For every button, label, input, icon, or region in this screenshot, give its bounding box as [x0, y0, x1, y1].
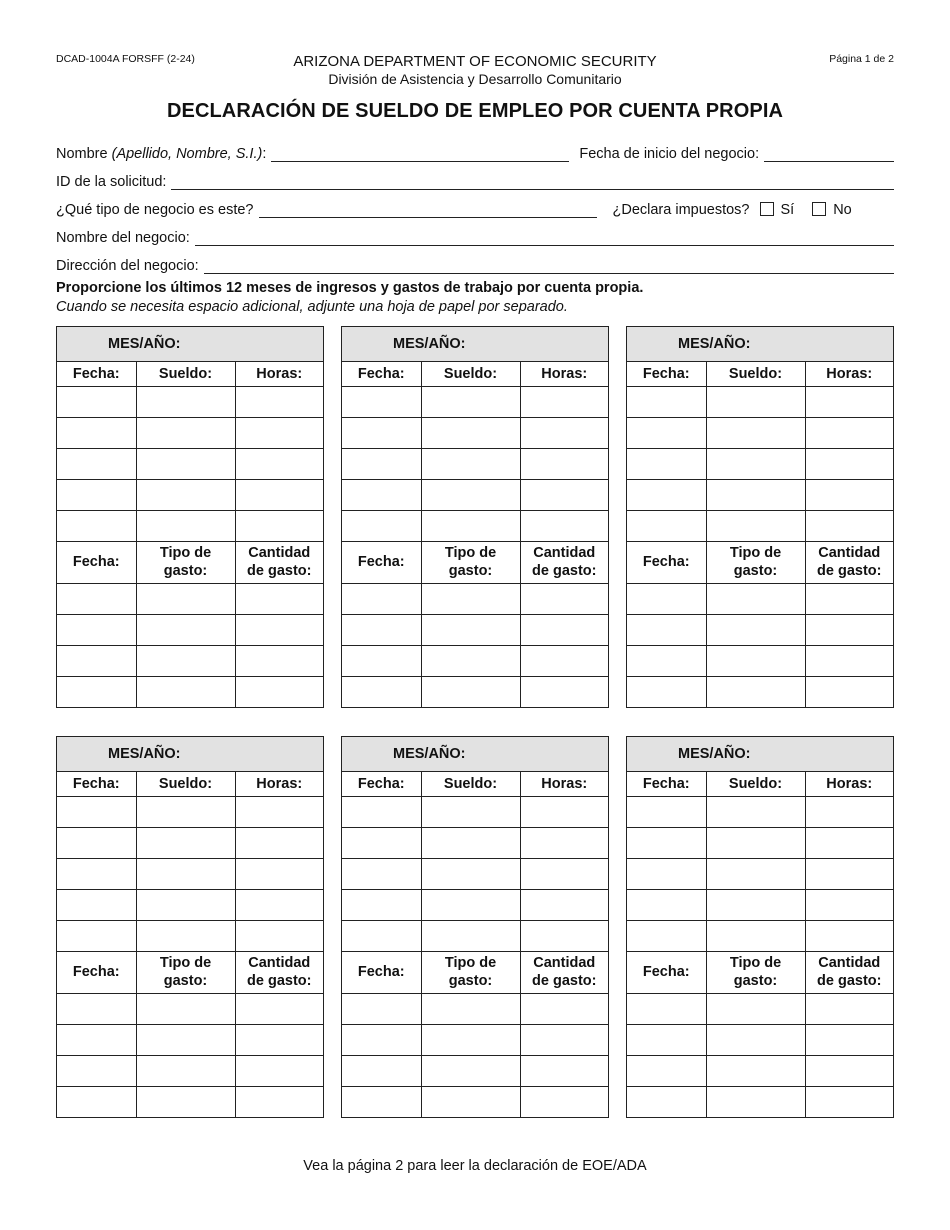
instructions-italic: Cuando se necesita espacio adicional, adjunte una hoja de papel por separado. [56, 299, 568, 315]
income-date-cell[interactable] [57, 479, 136, 510]
hours-header: Horas: [520, 771, 608, 796]
income-date-cell[interactable] [627, 417, 706, 448]
income-date-cell[interactable] [57, 858, 136, 889]
expense-date-header: Fecha: [627, 541, 706, 583]
income-wage-cell[interactable] [706, 920, 805, 951]
expense-type-cell[interactable] [706, 1086, 805, 1117]
name-label: Nombre (Apellido, Nombre, S.I.): [56, 146, 267, 162]
income-wage-cell[interactable] [421, 796, 520, 827]
expense-amount-cell[interactable] [520, 1024, 608, 1055]
expense-date-cell[interactable] [342, 1055, 421, 1086]
wage-header: Sueldo: [706, 771, 805, 796]
page-title: DECLARACIÓN DE SUELDO DE EMPLEO POR CUENTA PROPIA [166, 100, 784, 122]
expense-amount-header: Cantidad de gasto: [520, 541, 608, 583]
month-year-label: MES/AÑO: [627, 737, 893, 771]
income-date-cell[interactable] [342, 858, 421, 889]
expense-type-cell[interactable] [706, 583, 805, 614]
income-date-cell[interactable] [627, 479, 706, 510]
expense-type-cell[interactable] [136, 1055, 235, 1086]
agency-name: ARIZONA DEPARTMENT OF ECONOMIC SECURITY [293, 53, 657, 70]
expense-amount-header: Cantidad de gasto: [235, 951, 323, 993]
name-field[interactable] [271, 148, 569, 162]
expense-date-cell[interactable] [57, 1086, 136, 1117]
expense-type-cell[interactable] [136, 1024, 235, 1055]
expense-amount-cell[interactable] [235, 676, 323, 707]
business-name-row [56, 226, 894, 246]
expense-date-cell[interactable] [627, 645, 706, 676]
expense-date-cell[interactable] [57, 993, 136, 1024]
expense-amount-cell[interactable] [805, 1055, 893, 1086]
income-date-cell[interactable] [342, 479, 421, 510]
expense-type-header: Tipo de gasto: [421, 541, 520, 583]
expense-amount-cell[interactable] [805, 583, 893, 614]
income-date-cell[interactable] [57, 417, 136, 448]
expense-type-cell[interactable] [421, 645, 520, 676]
income-wage-cell[interactable] [421, 889, 520, 920]
expense-amount-cell[interactable] [235, 1086, 323, 1117]
expense-date-cell[interactable] [627, 1024, 706, 1055]
expense-type-cell[interactable] [706, 614, 805, 645]
income-date-cell[interactable] [342, 796, 421, 827]
income-wage-cell[interactable] [706, 417, 805, 448]
instructions-bold: Proporcione los últimos 12 meses de ingresos y gastos de trabajo por cuenta propia. [56, 280, 644, 296]
taxes-label: ¿Declara impuestos? [612, 202, 750, 218]
income-wage-cell[interactable] [421, 417, 520, 448]
expense-date-cell[interactable] [342, 645, 421, 676]
expense-type-cell[interactable] [136, 1086, 235, 1117]
expense-type-cell[interactable] [421, 583, 520, 614]
app-id-field[interactable] [171, 176, 894, 190]
income-wage-cell[interactable] [136, 858, 235, 889]
expense-amount-cell[interactable] [235, 1024, 323, 1055]
expense-type-cell[interactable] [706, 645, 805, 676]
form-code: DCAD-1004A FORSFF (2-24) [56, 53, 195, 65]
expense-date-cell[interactable] [57, 645, 136, 676]
income-hours-cell[interactable] [805, 796, 893, 827]
income-date-cell[interactable] [342, 920, 421, 951]
expense-type-cell[interactable] [706, 1024, 805, 1055]
wage-header: Sueldo: [136, 361, 235, 386]
income-date-cell[interactable] [627, 510, 706, 541]
income-date-cell[interactable] [57, 448, 136, 479]
income-date-cell[interactable] [342, 417, 421, 448]
expense-date-cell[interactable] [57, 676, 136, 707]
taxes-yes-checkbox[interactable] [760, 202, 774, 216]
business-type-field[interactable] [259, 204, 597, 218]
expense-date-header: Fecha: [57, 541, 136, 583]
hours-header: Horas: [805, 361, 893, 386]
income-wage-cell[interactable] [706, 510, 805, 541]
expense-type-cell[interactable] [421, 614, 520, 645]
month-block [341, 736, 609, 1118]
expense-amount-cell[interactable] [520, 1055, 608, 1086]
income-hours-cell[interactable] [520, 858, 608, 889]
app-id-label: ID de la solicitud: [56, 174, 167, 190]
income-hours-cell[interactable] [805, 920, 893, 951]
hours-header: Horas: [235, 771, 323, 796]
business-name-field[interactable] [195, 232, 894, 246]
income-hours-cell[interactable] [235, 827, 323, 858]
income-wage-cell[interactable] [421, 448, 520, 479]
income-date-cell[interactable] [57, 510, 136, 541]
income-date-cell[interactable] [627, 920, 706, 951]
expense-date-cell[interactable] [627, 1086, 706, 1117]
expense-date-cell[interactable] [627, 583, 706, 614]
expense-date-cell[interactable] [342, 614, 421, 645]
expense-date-header: Fecha: [342, 951, 421, 993]
page-number: Página 1 de 2 [829, 53, 894, 65]
expense-date-cell[interactable] [57, 614, 136, 645]
income-hours-cell[interactable] [235, 858, 323, 889]
hours-header: Horas: [520, 361, 608, 386]
income-date-cell[interactable] [57, 827, 136, 858]
income-date-cell[interactable] [627, 889, 706, 920]
month-block [626, 326, 894, 708]
income-date-cell[interactable] [627, 386, 706, 417]
month-year-label: MES/AÑO: [57, 737, 323, 771]
wage-header: Sueldo: [136, 771, 235, 796]
taxes-yes-label: Sí [780, 202, 795, 218]
expense-date-cell[interactable] [342, 676, 421, 707]
income-hours-cell[interactable] [805, 510, 893, 541]
expense-type-cell[interactable] [421, 676, 520, 707]
expense-amount-cell[interactable] [520, 583, 608, 614]
expense-date-cell[interactable] [627, 993, 706, 1024]
business-type-row [56, 198, 894, 218]
name-row [56, 142, 894, 162]
taxes-no-checkbox[interactable] [812, 202, 826, 216]
taxes-no-label: No [833, 202, 852, 218]
income-hours-cell[interactable] [805, 827, 893, 858]
expense-type-cell[interactable] [136, 676, 235, 707]
expense-type-cell[interactable] [136, 583, 235, 614]
expense-date-header: Fecha: [57, 951, 136, 993]
income-wage-cell[interactable] [421, 858, 520, 889]
income-date-cell[interactable] [57, 889, 136, 920]
income-hours-cell[interactable] [805, 889, 893, 920]
income-wage-cell[interactable] [136, 417, 235, 448]
income-hours-cell[interactable] [235, 889, 323, 920]
income-date-cell[interactable] [627, 796, 706, 827]
expense-amount-cell[interactable] [520, 993, 608, 1024]
expense-amount-cell[interactable] [520, 645, 608, 676]
wage-header: Sueldo: [421, 361, 520, 386]
wage-header: Sueldo: [706, 361, 805, 386]
hours-header: Horas: [805, 771, 893, 796]
income-wage-cell[interactable] [421, 920, 520, 951]
income-wage-cell[interactable] [706, 858, 805, 889]
date-header: Fecha: [627, 361, 706, 386]
expense-type-cell[interactable] [136, 645, 235, 676]
income-wage-cell[interactable] [421, 827, 520, 858]
expense-date-cell[interactable] [342, 1086, 421, 1117]
income-wage-cell[interactable] [136, 448, 235, 479]
income-hours-cell[interactable] [520, 448, 608, 479]
income-date-cell[interactable] [342, 827, 421, 858]
business-address-row [56, 254, 894, 274]
expense-amount-cell[interactable] [520, 614, 608, 645]
income-date-cell[interactable] [627, 827, 706, 858]
month-block [56, 326, 324, 708]
income-hours-cell[interactable] [805, 858, 893, 889]
expense-amount-cell[interactable] [235, 614, 323, 645]
month-year-label: MES/AÑO: [627, 327, 893, 361]
expense-type-header: Tipo de gasto: [136, 541, 235, 583]
income-wage-cell[interactable] [136, 920, 235, 951]
expense-date-cell[interactable] [342, 583, 421, 614]
month-block [626, 736, 894, 1118]
business-address-label: Dirección del negocio: [56, 258, 199, 274]
income-hours-cell[interactable] [520, 386, 608, 417]
expense-amount-cell[interactable] [805, 993, 893, 1024]
month-year-label: MES/AÑO: [57, 327, 323, 361]
income-wage-cell[interactable] [421, 510, 520, 541]
expense-type-cell[interactable] [421, 1055, 520, 1086]
expense-amount-cell[interactable] [805, 676, 893, 707]
expense-amount-header: Cantidad de gasto: [805, 951, 893, 993]
expense-date-cell[interactable] [342, 1024, 421, 1055]
income-date-cell[interactable] [57, 796, 136, 827]
income-hours-cell[interactable] [235, 920, 323, 951]
income-hours-cell[interactable] [520, 479, 608, 510]
expense-date-cell[interactable] [57, 1024, 136, 1055]
expense-amount-cell[interactable] [805, 614, 893, 645]
date-header: Fecha: [57, 361, 136, 386]
income-hours-cell[interactable] [520, 889, 608, 920]
expense-amount-header: Cantidad de gasto: [235, 541, 323, 583]
expense-date-header: Fecha: [342, 541, 421, 583]
expense-date-cell[interactable] [627, 614, 706, 645]
month-block [56, 736, 324, 1118]
business-name-label: Nombre del negocio: [56, 230, 190, 246]
expense-amount-cell[interactable] [520, 1086, 608, 1117]
income-date-cell[interactable] [57, 386, 136, 417]
expense-date-cell[interactable] [342, 993, 421, 1024]
expense-date-cell[interactable] [57, 583, 136, 614]
income-date-cell[interactable] [627, 448, 706, 479]
expense-amount-cell[interactable] [235, 993, 323, 1024]
expense-amount-header: Cantidad de gasto: [805, 541, 893, 583]
income-hours-cell[interactable] [235, 417, 323, 448]
income-date-cell[interactable] [342, 510, 421, 541]
income-hours-cell[interactable] [235, 479, 323, 510]
income-date-cell[interactable] [57, 920, 136, 951]
expense-type-header: Tipo de gasto: [706, 541, 805, 583]
start-date-label: Fecha de inicio del negocio: [579, 146, 760, 162]
business-address-field[interactable] [204, 260, 894, 274]
expense-type-cell[interactable] [421, 993, 520, 1024]
hours-header: Horas: [235, 361, 323, 386]
date-header: Fecha: [342, 771, 421, 796]
business-type-label: ¿Qué tipo de negocio es este? [56, 202, 254, 218]
income-wage-cell[interactable] [421, 479, 520, 510]
expense-type-header: Tipo de gasto: [706, 951, 805, 993]
expense-type-cell[interactable] [421, 1024, 520, 1055]
income-wage-cell[interactable] [421, 386, 520, 417]
income-wage-cell[interactable] [136, 827, 235, 858]
income-hours-cell[interactable] [520, 827, 608, 858]
expense-date-cell[interactable] [627, 676, 706, 707]
income-hours-cell[interactable] [805, 386, 893, 417]
date-header: Fecha: [342, 361, 421, 386]
income-hours-cell[interactable] [235, 448, 323, 479]
expense-type-cell[interactable] [706, 993, 805, 1024]
expense-type-cell[interactable] [136, 993, 235, 1024]
wage-header: Sueldo: [421, 771, 520, 796]
expense-type-cell[interactable] [136, 614, 235, 645]
income-hours-cell[interactable] [235, 510, 323, 541]
income-wage-cell[interactable] [706, 448, 805, 479]
expense-amount-cell[interactable] [235, 645, 323, 676]
app-id-row [56, 170, 894, 190]
expense-amount-header: Cantidad de gasto: [520, 951, 608, 993]
expense-type-cell[interactable] [421, 1086, 520, 1117]
income-hours-cell[interactable] [235, 796, 323, 827]
expense-type-header: Tipo de gasto: [136, 951, 235, 993]
income-hours-cell[interactable] [805, 448, 893, 479]
month-year-label: MES/AÑO: [342, 737, 608, 771]
expense-amount-cell[interactable] [805, 1086, 893, 1117]
income-hours-cell[interactable] [805, 479, 893, 510]
expense-amount-cell[interactable] [235, 1055, 323, 1086]
expense-date-cell[interactable] [57, 1055, 136, 1086]
income-hours-cell[interactable] [805, 417, 893, 448]
income-hours-cell[interactable] [235, 386, 323, 417]
month-block [341, 326, 609, 708]
date-header: Fecha: [627, 771, 706, 796]
income-date-cell[interactable] [627, 858, 706, 889]
division-name: División de Asistencia y Desarrollo Comunitario [328, 71, 622, 87]
month-year-label: MES/AÑO: [342, 327, 608, 361]
expense-amount-cell[interactable] [520, 676, 608, 707]
income-wage-cell[interactable] [136, 796, 235, 827]
income-wage-cell[interactable] [136, 889, 235, 920]
income-wage-cell[interactable] [706, 386, 805, 417]
income-wage-cell[interactable] [136, 510, 235, 541]
expense-date-header: Fecha: [627, 951, 706, 993]
income-date-cell[interactable] [342, 889, 421, 920]
income-wage-cell[interactable] [706, 479, 805, 510]
expense-amount-cell[interactable] [235, 583, 323, 614]
income-wage-cell[interactable] [706, 796, 805, 827]
income-hours-cell[interactable] [520, 417, 608, 448]
income-hours-cell[interactable] [520, 510, 608, 541]
expense-type-header: Tipo de gasto: [421, 951, 520, 993]
start-date-field[interactable] [764, 148, 894, 162]
expense-date-cell[interactable] [627, 1055, 706, 1086]
income-wage-cell[interactable] [136, 386, 235, 417]
expense-amount-cell[interactable] [805, 645, 893, 676]
date-header: Fecha: [57, 771, 136, 796]
income-wage-cell[interactable] [706, 889, 805, 920]
expense-type-cell[interactable] [706, 1055, 805, 1086]
expense-type-cell[interactable] [706, 676, 805, 707]
income-hours-cell[interactable] [520, 920, 608, 951]
income-wage-cell[interactable] [136, 479, 235, 510]
expense-amount-cell[interactable] [805, 1024, 893, 1055]
income-hours-cell[interactable] [520, 796, 608, 827]
income-date-cell[interactable] [342, 386, 421, 417]
footer-note: Vea la página 2 para leer la declaración de EOE/ADA [303, 1158, 647, 1174]
income-wage-cell[interactable] [706, 827, 805, 858]
income-date-cell[interactable] [342, 448, 421, 479]
